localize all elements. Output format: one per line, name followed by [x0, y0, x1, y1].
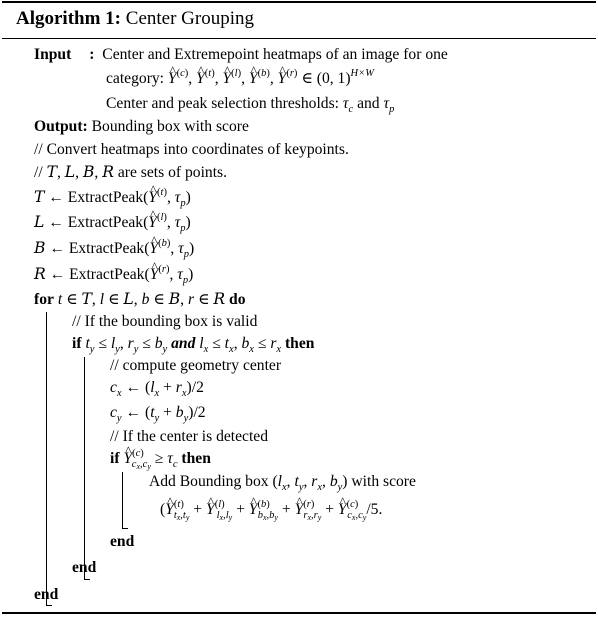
input-text-1: Center and Extremepoint heatmaps of an image for one: [102, 46, 448, 63]
extract-bottom-line: B ← ExtractPeak(^ $Y^{(b)}$, $\tau_p$): [34, 238, 194, 259]
cx-line: $c_x$ ← $(l_x + r_x)/2$: [110, 379, 204, 399]
comment-sets: // T, L, B, R are sets of points.: [34, 163, 227, 181]
output-keyword: Output:: [34, 118, 88, 135]
bottom-rule: [2, 612, 596, 614]
input-line-2: category: ^ $Y^{(c)}$, ^ $Y^{(t)}$, ^ $Y^{(l)}$, ^ $Y^{(b)}$, ^ $Y^{(r)}$ ∈ (0, 1)$^{H\times W}$: [106, 69, 374, 89]
score-line: (^ $Y^{(t)}_{t_x,t_y}$ + ^ $Y^{(l)}_{l_x,l_y}$ + ^ $Y^{(b)}_{b_x,b_y}$ + ^ $Y^{(r)}_{r_x,r_y}$ + ^ $Y^{(c)}_{c_x,c_y}/5$.: [160, 500, 382, 520]
output-text: Bounding box with score: [91, 118, 249, 135]
comment-convert: // Convert heatmaps into coordinates of keypoints.: [34, 141, 349, 158]
for-line: for t ∈ T, l ∈ L, b ∈ B, r ∈ R do: [34, 290, 246, 308]
output-line: [34, 117, 249, 137]
add-box-line: Add Bounding box ($l_x$, $t_y$, $r_x$, $b_y$) with score: [149, 473, 416, 493]
comment-valid: // If the bounding box is valid: [72, 313, 258, 330]
extract-left-line: L ← ExtractPeak(^ $Y^{(l)}$, $\tau_p$): [34, 212, 191, 233]
if-valid-line: if $t_y \le l_y$, $r_y \le b_y$ and $l_x \le t_x$, $b_x \le r_x$ then: [72, 335, 315, 355]
extract-top-line: T ← ExtractPeak(^ $Y^{(t)}$, $\tau_p$): [34, 187, 191, 208]
top-rule: [2, 1, 596, 3]
input-keyword: Input: [34, 46, 72, 63]
if-valid-scope-bar: [84, 357, 85, 580]
cy-line: $c_y$ ← $(t_y + b_y)/2$: [110, 404, 206, 424]
extract-right-line: R ← ExtractPeak(^ $Y^{(r)}$, $\tau_p$): [34, 264, 193, 285]
if-center-scope-bar: [122, 472, 123, 529]
end-for: end: [34, 586, 59, 603]
algorithm-label: Algorithm 1:: [16, 8, 122, 29]
if-center-line: if ^ $Y^{(c)}_{c_x,c_y} \ge \tau_c$ then: [110, 449, 211, 469]
input-line-1: Input : Center and Extremepoint heatmaps of an image for one: [34, 46, 448, 63]
comment-center: // compute geometry center: [110, 357, 282, 374]
end-if-center: end: [110, 533, 135, 550]
algorithm-title: [16, 8, 254, 30]
title-rule: [2, 38, 596, 39]
end-if-valid: end: [72, 559, 97, 576]
algorithm-name: Center Grouping: [125, 8, 254, 29]
for-scope-bar: [46, 312, 47, 606]
input-line-3: Center and peak selection thresholds: $\tau_c$ and $\tau_p$: [106, 95, 395, 115]
comment-detected: // If the center is detected: [110, 428, 269, 445]
